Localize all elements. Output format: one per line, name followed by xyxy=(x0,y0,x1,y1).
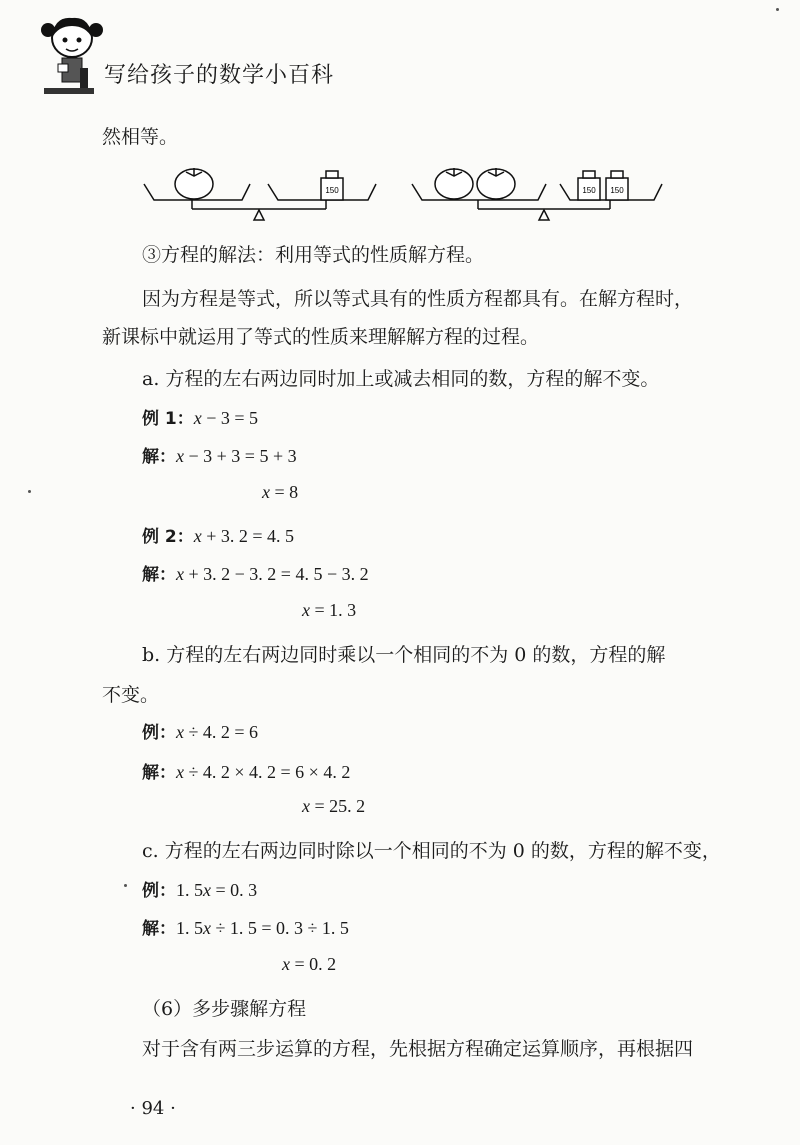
solution-label: 解： xyxy=(142,447,176,467)
text-line: 不变。 xyxy=(102,684,160,706)
scan-speck xyxy=(28,490,31,493)
solution-line: 解：x − 3 + 3 = 5 + 3 xyxy=(142,446,297,467)
weight-label: 150 xyxy=(610,186,624,195)
text-line: a. 方程的左右两边同时加上或减去相同的数，方程的解不变。 xyxy=(142,368,660,390)
solution-line: 解：x + 3. 2 − 3. 2 = 4. 5 − 3. 2 xyxy=(142,564,369,585)
book-title: 写给孩子的数学小百科 xyxy=(104,63,335,88)
scan-speck xyxy=(776,8,779,11)
weight-label: 150 xyxy=(325,186,339,195)
solution-label: 解： xyxy=(142,763,176,783)
result-line: x = 0. 2 xyxy=(282,954,337,974)
example-line: 例 1：x − 3 = 5 xyxy=(142,408,259,429)
girl-mascot-icon xyxy=(36,8,108,98)
example-line: 例 2：x + 3. 2 = 4. 5 xyxy=(142,526,295,547)
example-label: 例 1： xyxy=(142,409,194,429)
text-line: b. 方程的左右两边同时乘以一个相同的不为 0 的数，方程的解 xyxy=(142,644,666,666)
text-line: 新课标中就运用了等式的性质来理解解方程的过程。 xyxy=(102,326,540,348)
tomato-icon xyxy=(435,168,473,199)
example-label: 例： xyxy=(142,881,176,901)
example-line: 例：x ÷ 4. 2 = 6 xyxy=(142,722,259,743)
scan-speck xyxy=(124,884,127,887)
section-heading: （6）多步骤解方程 xyxy=(142,998,307,1020)
text-line: 然相等。 xyxy=(102,126,179,148)
solution-line: 解：1. 5x ÷ 1. 5 = 0. 3 ÷ 1. 5 xyxy=(142,918,349,939)
text-line: 对于含有两三步运算的方程，先根据方程确定运算顺序，再根据四 xyxy=(142,1038,694,1060)
solution-label: 解： xyxy=(142,565,176,585)
result-line: x = 1. 3 xyxy=(302,600,357,620)
weight-label: 150 xyxy=(582,186,596,195)
page-number: · 94 · xyxy=(130,1098,176,1119)
text-line: ③方程的解法：利用等式的性质解方程。 xyxy=(142,244,485,266)
example-line: 例：1. 5x = 0. 3 xyxy=(142,880,258,901)
text-line: c. 方程的左右两边同时除以一个相同的不为 0 的数，方程的解不变， xyxy=(142,840,721,862)
result-line: x = 8 xyxy=(262,482,299,502)
solution-line: 解：x ÷ 4. 2 × 4. 2 = 6 × 4. 2 xyxy=(142,762,351,783)
solution-label: 解： xyxy=(142,919,176,939)
example-label: 例： xyxy=(142,723,176,743)
text-line: 因为方程是等式，所以等式具有的性质方程都具有。在解方程时， xyxy=(142,288,694,310)
result-line: x = 25. 2 xyxy=(302,796,366,816)
balance-scales-illustration xyxy=(140,160,670,225)
tomato-icon xyxy=(175,168,213,199)
tomato-icon xyxy=(477,168,515,199)
example-label: 例 2： xyxy=(142,527,194,547)
